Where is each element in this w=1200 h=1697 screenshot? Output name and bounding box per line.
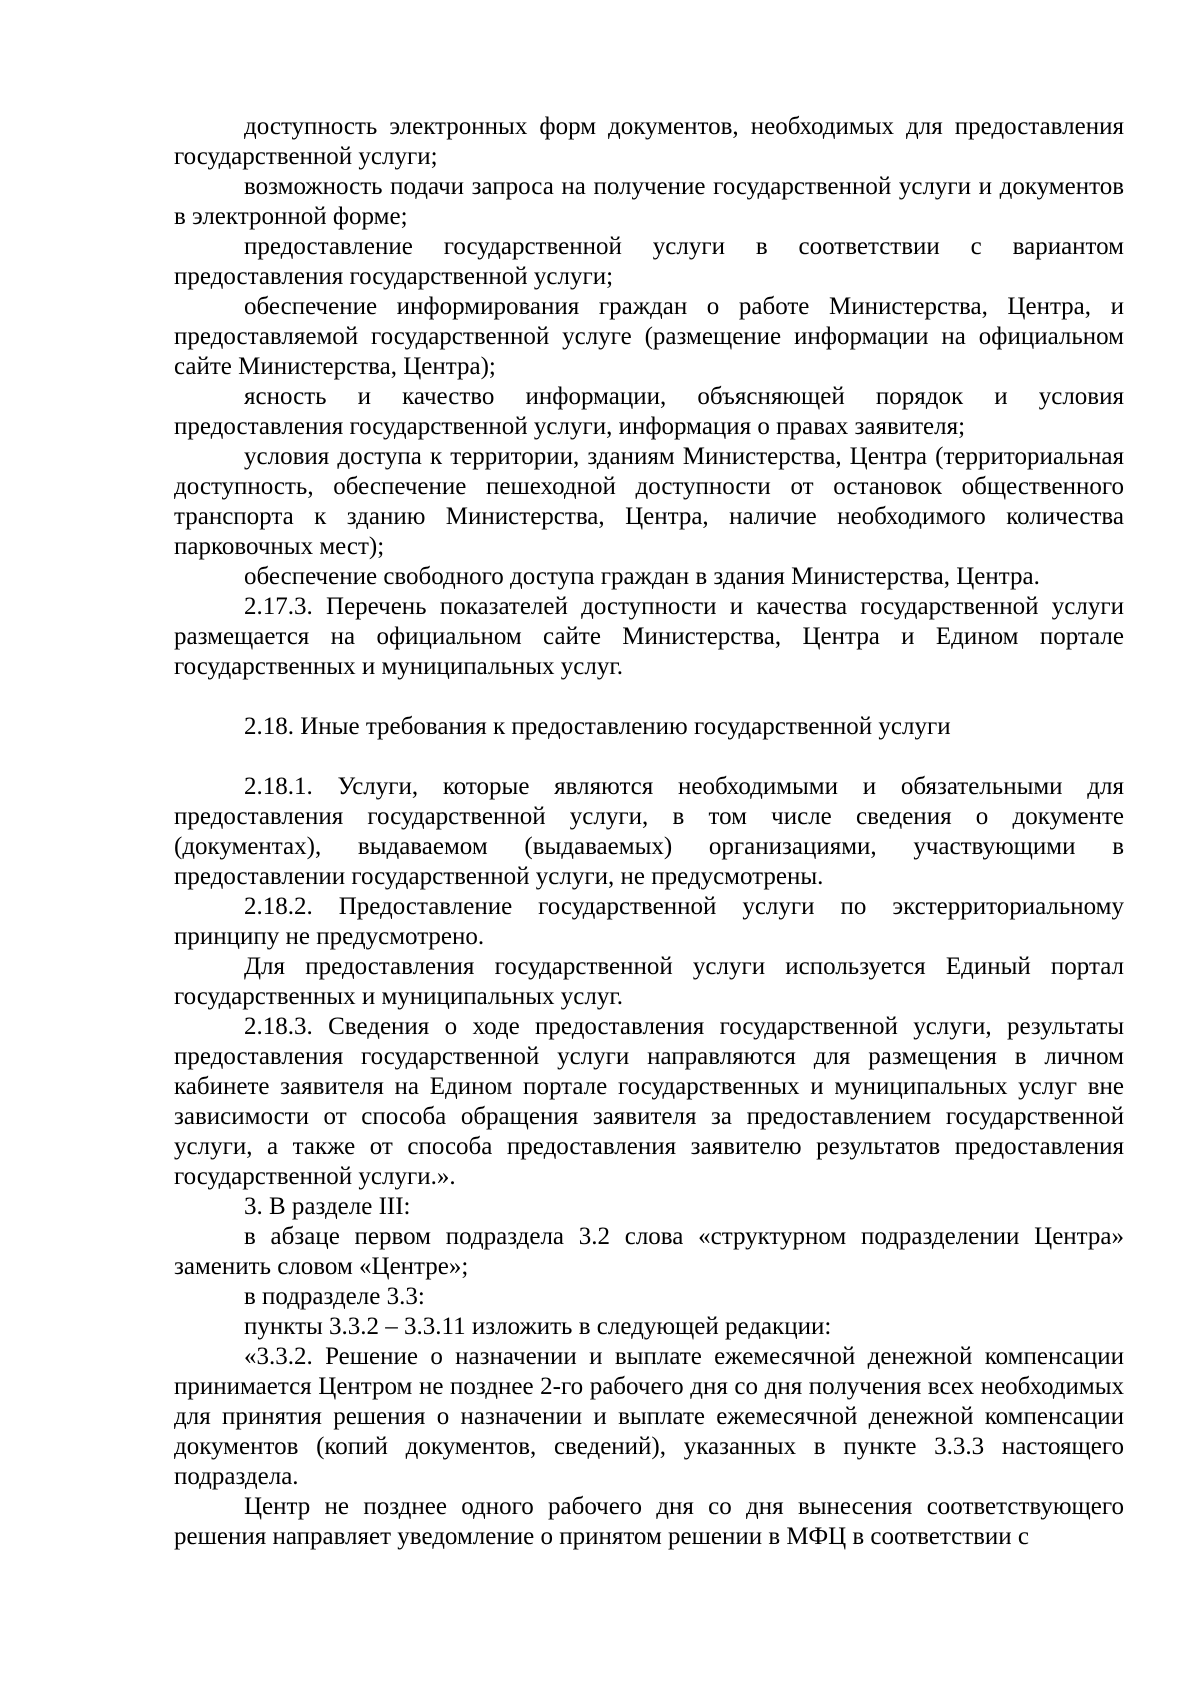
- paragraph: 2.18.1. Услуги, которые являются необходимыми и обязательными для предоставления государственной услуги, в том числе сведения о документе (документах), выдаваемом (выдаваемых) организациями, участвующими в предоставлении государственной услуги, не предусмотрены.: [174, 773, 1124, 890]
- paragraph: «3.3.2. Решение о назначении и выплате ежемесячной денежной компенсации принимается Центром не позднее 2-го рабочего дня со дня получения всех необходимых для принятия решения о назначении и выплате ежемесячной денежной компенсации документов (копий документов, сведений), указанных в пункте 3.3.3 настоящего подраздела.: [174, 1343, 1124, 1490]
- paragraph: в подразделе 3.3:: [244, 1283, 425, 1310]
- paragraph: Для предоставления государственной услуги используется Единый портал государственных и муниципальных услуг.: [174, 953, 1124, 1010]
- paragraph: обеспечение свободного доступа граждан в здания Министерства, Центра.: [244, 563, 1040, 590]
- paragraph: ясность и качество информации, объясняющей порядок и условия предоставления государственной услуги, информация о правах заявителя;: [174, 383, 1124, 440]
- section-heading: 2.18. Иные требования к предоставлению государственной услуги: [244, 713, 951, 740]
- document-page: [174, 112, 1124, 1552]
- paragraph: в абзаце первом подраздела 3.2 слова «структурном подразделении Центра» заменить словом «Центре»;: [174, 1223, 1124, 1280]
- paragraph: 3. В разделе III:: [244, 1193, 411, 1220]
- paragraph: условия доступа к территории, зданиям Министерства, Центра (территориальная доступность, обеспечение пешеходной доступности от остановок общественного транспорта к зданию Министерства, Центра, наличие необходимого количества парковочных мест);: [174, 443, 1124, 560]
- paragraph: Центр не позднее одного рабочего дня со дня вынесения соответствующего решения направляет уведомление о принятом решении в МФЦ в соответствии с: [174, 1493, 1124, 1550]
- paragraph: пункты 3.3.2 – 3.3.11 изложить в следующей редакции:: [244, 1313, 832, 1340]
- paragraph: обеспечение информирования граждан о работе Министерства, Центра, и предоставляемой государственной услуге (размещение информации на официальном сайте Министерства, Центра);: [174, 293, 1124, 380]
- paragraph: возможность подачи запроса на получение государственной услуги и документов в электронной форме;: [174, 173, 1124, 230]
- paragraph: доступность электронных форм документов, необходимых для предоставления государственной услуги;: [174, 113, 1124, 170]
- paragraph: 2.18.3. Сведения о ходе предоставления государственной услуги, результаты предоставления государственной услуги направляются для размещения в личном кабинете заявителя на Едином портале государственных и муниципальных услуг вне зависимости от способа обращения заявителя за предоставлением государственной услуги, а также от способа предоставления заявителю результатов предоставления государственной услуги.».: [174, 1013, 1124, 1190]
- paragraph: 2.18.2. Предоставление государственной услуги по экстерриториальному принципу не предусмотрено.: [174, 893, 1124, 950]
- paragraph: 2.17.3. Перечень показателей доступности и качества государственной услуги размещается на официальном сайте Министерства, Центра и Едином портале государственных и муниципальных услуг.: [174, 593, 1124, 680]
- paragraph: предоставление государственной услуги в соответствии с вариантом предоставления государственной услуги;: [174, 233, 1124, 290]
